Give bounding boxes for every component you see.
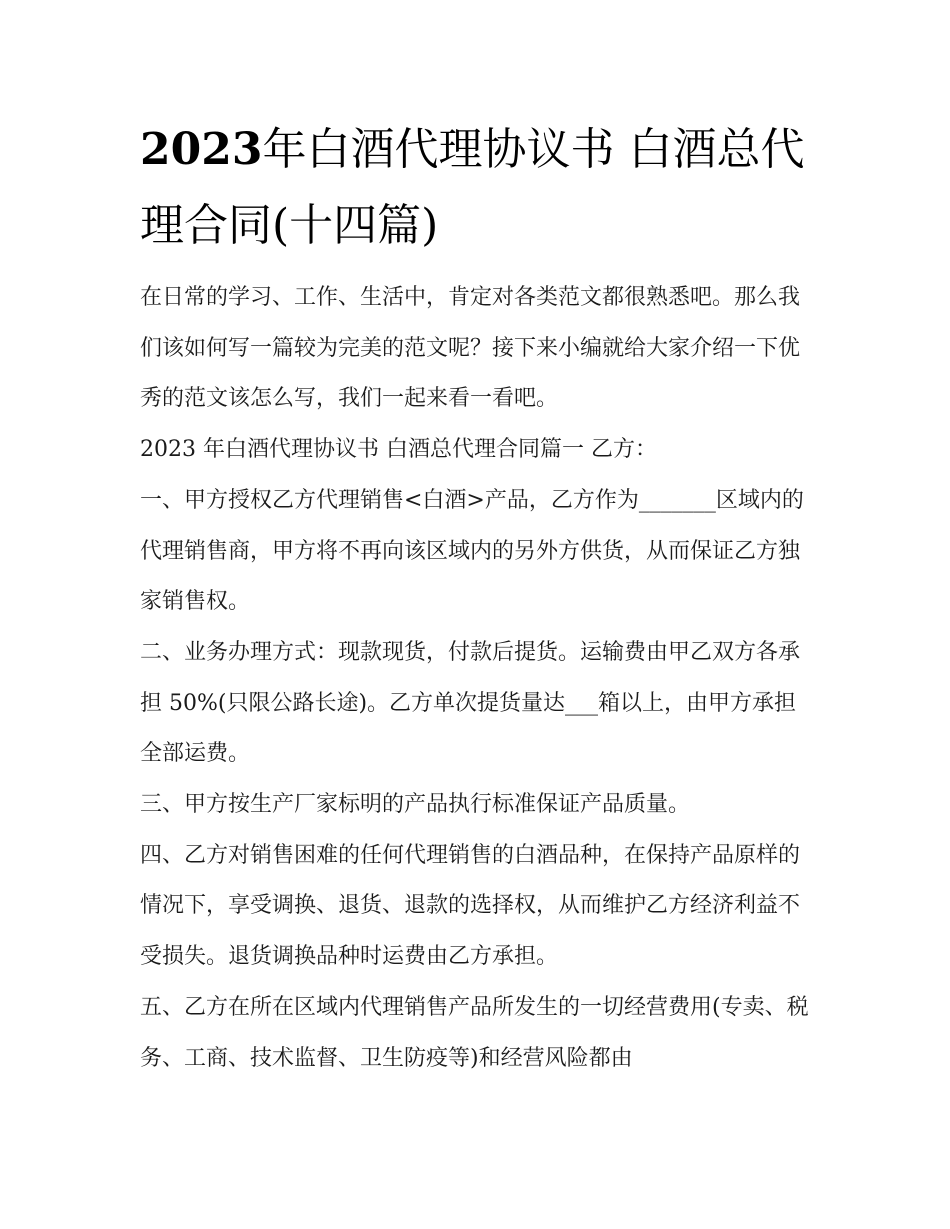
title-year: 2023: [140, 124, 263, 175]
intro-paragraph: 在日常的学习、工作、生活中，肯定对各类范文都很熟悉吧。那么我们该如何写一篇较为完美的范文呢？接下来小编就给大家介绍一下优秀的范文该怎么写，我们一起来看一看吧。: [140, 285, 801, 412]
clause-1: 一、甲方授权乙方代理销售<白酒>产品，乙方作为_______区域内的代理销售商，甲方将不再向该区域内的另外方供货，从而保证乙方独家销售权。: [140, 487, 804, 615]
clause-4: 四、乙方对销售困难的任何代理销售的白酒品种，在保持产品原样的情况下，享受调换、退货、退款的选择权，从而维护乙方经济利益不受损失。退货调换品种时运费由乙方承担。: [140, 842, 801, 970]
document-title: [140, 112, 830, 264]
section-heading: 2023 年白酒代理协议书 白酒总代理合同篇一 乙方：: [140, 437, 657, 463]
title-text: 年白酒代理协议书 白酒总代理合同(十四篇): [140, 124, 805, 251]
document-body: [140, 273, 815, 1084]
clause-3: 三、甲方按生产厂家标明的产品执行标准保证产品质量。: [140, 792, 691, 818]
clause-2: 二、业务办理方式：现款现货，付款后提货。运输费由甲乙双方各承担 50%(只限公路长途)。乙方单次提货量达___箱以上，由甲方承担全部运费。: [140, 639, 801, 767]
clause-5: 五、乙方在所在区域内代理销售产品所发生的一切经营费用(专卖、税务、工商、技术监督、卫生防疫等)和经营风险都由: [140, 994, 809, 1071]
